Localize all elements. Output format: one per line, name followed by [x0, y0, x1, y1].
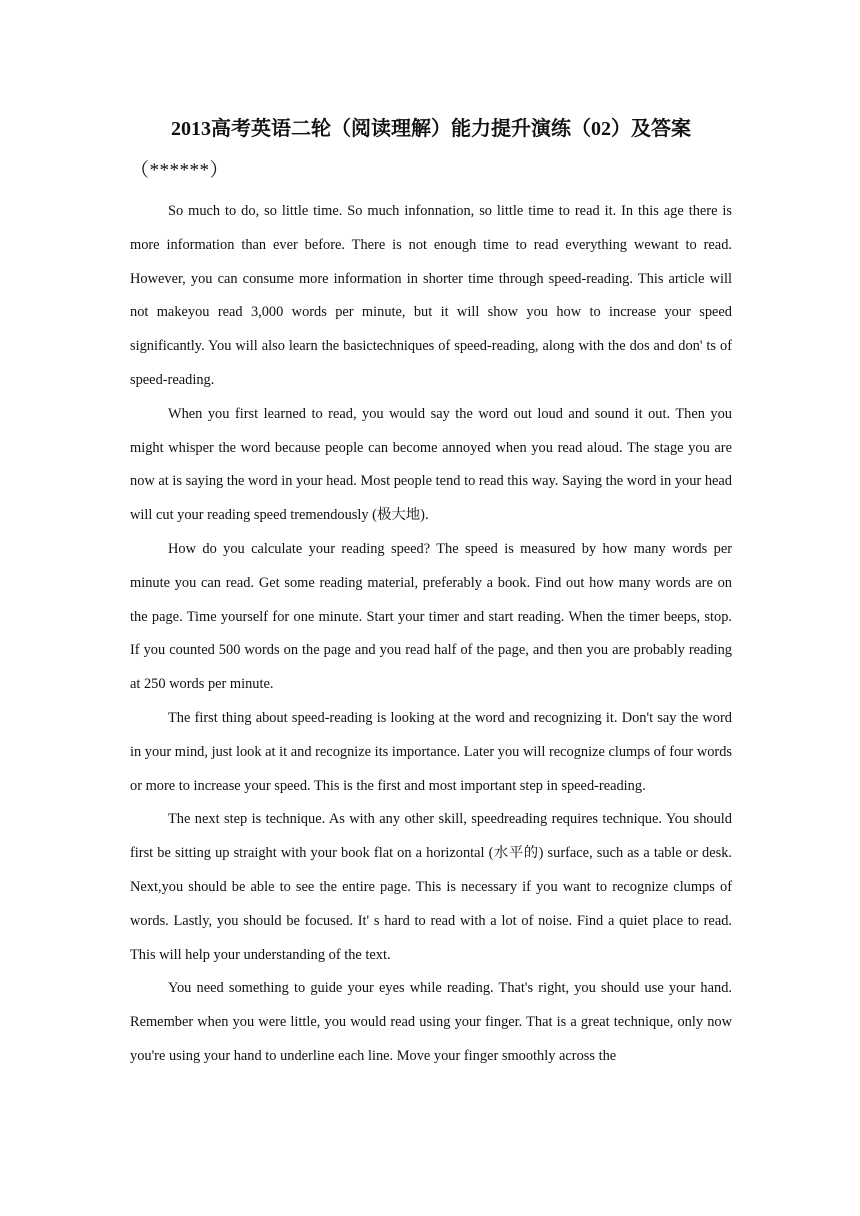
- paragraph-5: The next step is technique. As with any other skill, speedreading requires technique. You should first be sitting up straight with your book flat on a horizontal (水平的) surface, such as a table or desk. Next,you should be able to see the entire page. This is necessary if you want to recognize clumps of words. Lastly, you should be focused. It' s hard to read with a lot of noise. Find a quiet place to read. This will help your understanding of the text.: [130, 811, 732, 963]
- paragraph-4: The first thing about speed-reading is looking at the word and recognizing it. Don't say the word in your mind, just look at it and recognize its importance. Later you will recognize clumps of four words or more to increase your speed. This is the first and most important step in speed-reading.: [130, 709, 732, 794]
- paragraph-6: You need something to guide your eyes while reading. That's right, you should use your hand. Remember when you were little, you would read using your finger. That is a great technique, only now you're using your hand to underline each line. Move your finger smoothly across the: [130, 980, 732, 1064]
- paragraph-2: When you first learned to read, you would say the word out loud and sound it out. Then you might whisper the word because people can become annoyed when you read aloud. The stage you are now at is saying the word in your head. Most people tend to read this way. Saying the word in your head will cut your reading speed tremendously (极大地).: [130, 405, 732, 524]
- document-subtitle: （******）: [130, 160, 230, 181]
- article-body: [130, 195, 732, 1074]
- paragraph-1: So much to do, so little time. So much infonnation, so little time to read it. In this age there is more information than ever before. There is not enough time to read everything wewant to read. However, you can consume more information in shorter time through speed-reading. This article will not makeyou read 3,000 words per minute, but it will show you how to increase your speed significantly. You will also learn the basictechniques of speed-reading, along with the dos and don' ts of speed-reading.: [130, 203, 732, 388]
- paragraph-3: How do you calculate your reading speed? The speed is measured by how many words per minute you can read. Get some reading material, preferably a book. Find out how many words are on the page. Time yourself for one minute. Start your timer and start reading. When the timer beeps, stop. If you counted 500 words on the page and you read half of the page, and then you are probably reading at 250 words per minute.: [130, 540, 732, 693]
- document-title: 2013高考英语二轮（阅读理解）能力提升演练（02）及答案: [171, 118, 691, 140]
